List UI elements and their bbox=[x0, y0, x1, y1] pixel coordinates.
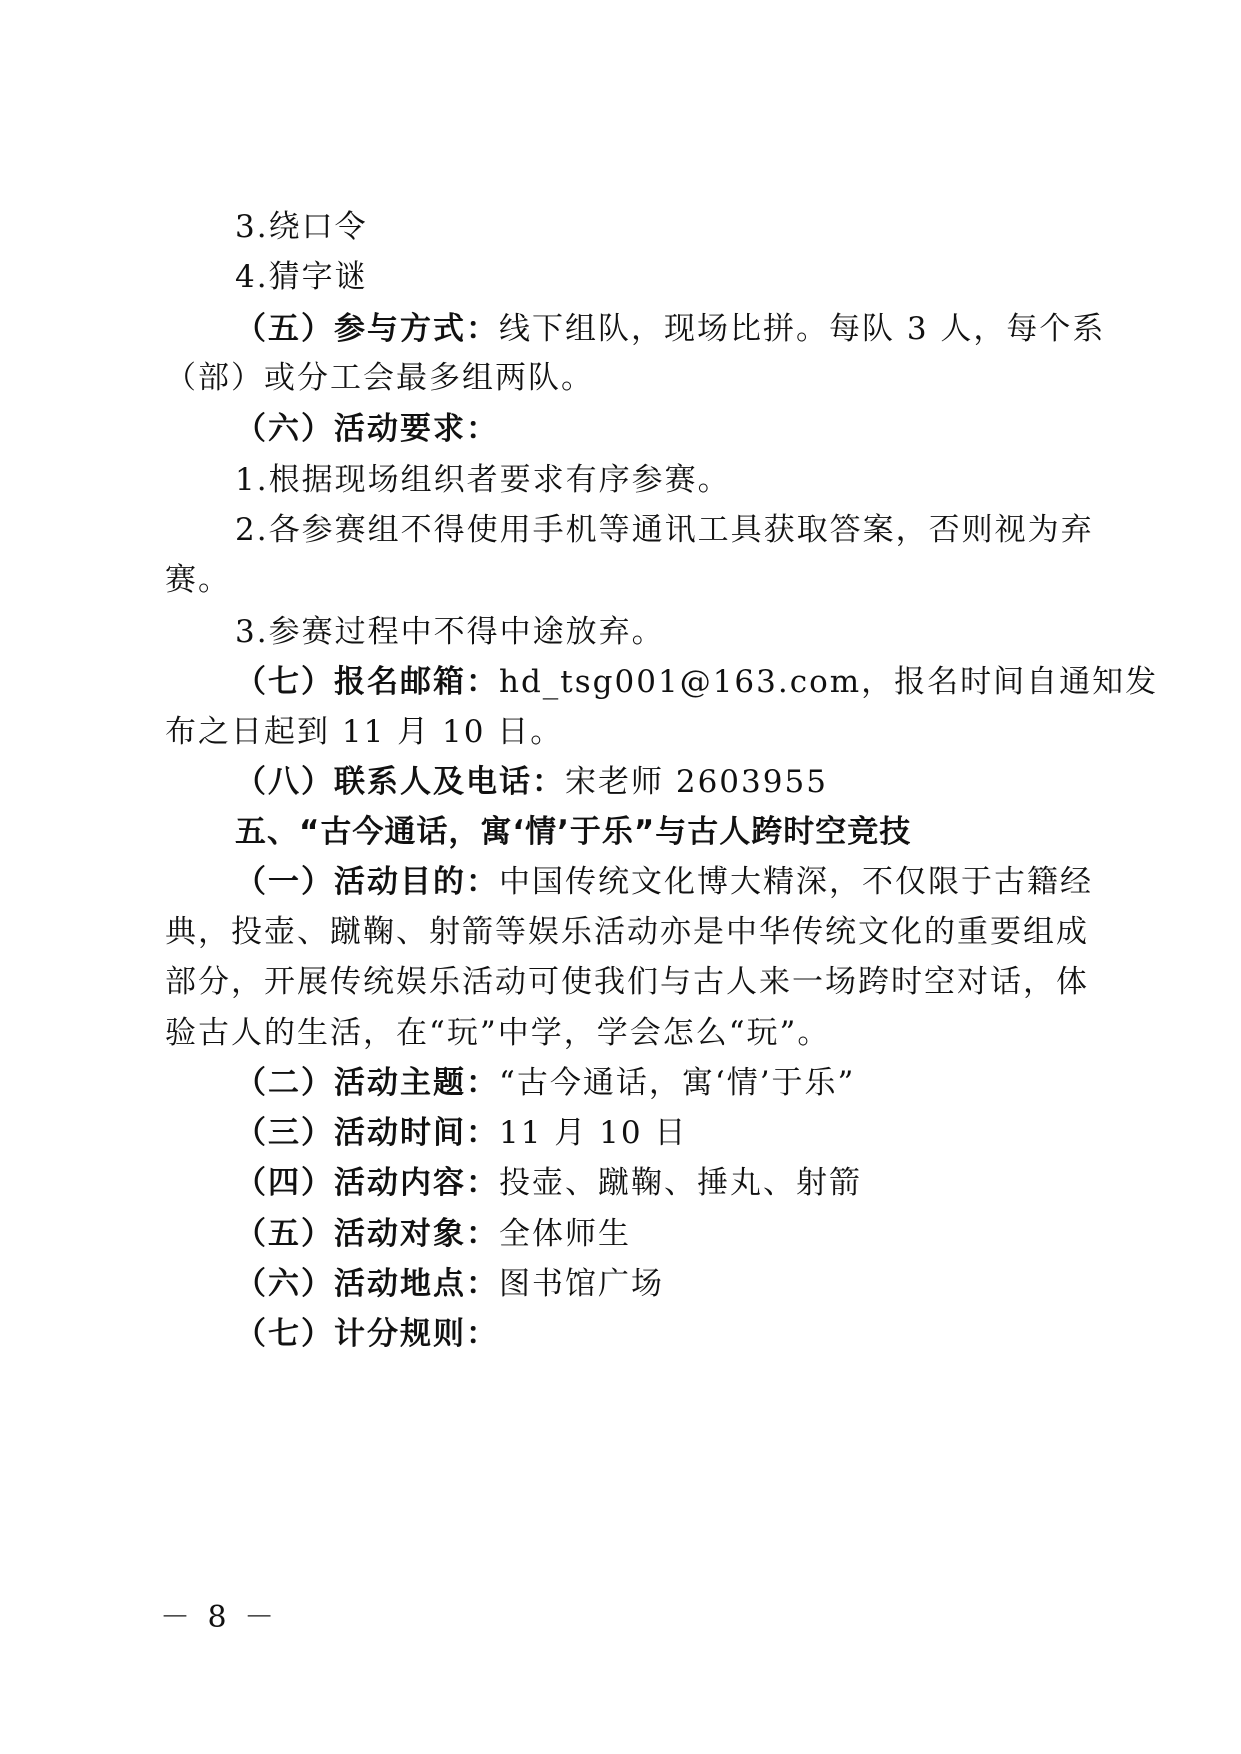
email-text: hd_tsg001@163.com，报名时间自通知发 bbox=[499, 664, 1159, 700]
content-text: 投壶、蹴鞠、捶丸、射箭 bbox=[499, 1165, 862, 1201]
time-text: 11 月 10 日 bbox=[499, 1115, 688, 1151]
scoring-label: （七）计分规则： bbox=[235, 1316, 499, 1352]
requirements-label: （六）活动要求： bbox=[235, 411, 499, 447]
requirement-2-line-1: 2.各参赛组不得使用手机等通讯工具获取答案，否则视为弃 bbox=[235, 512, 1094, 548]
list-item-tongue-twister: 3.绕口令 bbox=[235, 209, 368, 245]
email-line-2: 布之日起到 11 月 10 日。 bbox=[165, 714, 564, 750]
contact-label: （八）联系人及电话： bbox=[235, 764, 565, 800]
purpose-label: （一）活动目的： bbox=[235, 864, 499, 900]
email-label: （七）报名邮箱： bbox=[235, 664, 499, 700]
time-label: （三）活动时间： bbox=[235, 1115, 499, 1151]
content-line bbox=[235, 1163, 862, 1203]
purpose-line-3: 部分，开展传统娱乐活动可使我们与古人来一场跨时空对话，体 bbox=[165, 964, 1089, 1000]
contact-text: 宋老师 2603955 bbox=[565, 764, 828, 800]
purpose-line-1 bbox=[235, 862, 1093, 902]
participation-text: 线下组队，现场比拼。每队 3 人，每个系 bbox=[499, 311, 1106, 347]
purpose-line-4: 验古人的生活，在“玩”中学，学会怎么“玩”。 bbox=[165, 1015, 831, 1051]
theme-text: “古今通话，寓‘情’于乐” bbox=[499, 1065, 856, 1101]
participation-label: （五）参与方式： bbox=[235, 311, 499, 347]
purpose-line-2: 典，投壶、蹴鞠、射箭等娱乐活动亦是中华传统文化的重要组成 bbox=[165, 914, 1089, 950]
requirement-2-line-2: 赛。 bbox=[165, 562, 231, 598]
target-line bbox=[235, 1214, 631, 1254]
content-label: （四）活动内容： bbox=[235, 1165, 499, 1201]
location-text: 图书馆广场 bbox=[499, 1266, 664, 1302]
location-label: （六）活动地点： bbox=[235, 1266, 499, 1302]
location-line bbox=[235, 1264, 664, 1304]
requirement-3: 3.参赛过程中不得中途放弃。 bbox=[235, 614, 665, 650]
target-label: （五）活动对象： bbox=[235, 1216, 499, 1252]
purpose-text: 中国传统文化博大精深，不仅限于古籍经 bbox=[499, 864, 1093, 900]
participation-line-1 bbox=[235, 309, 1105, 349]
time-line bbox=[235, 1113, 687, 1153]
participation-line-2: （部）或分工会最多组两队。 bbox=[165, 360, 594, 396]
section-5-heading: 五、“古今通话，寓‘情’于乐”与古人跨时空竞技 bbox=[235, 814, 912, 850]
email-line-1 bbox=[235, 662, 1158, 702]
target-text: 全体师生 bbox=[499, 1216, 631, 1252]
list-item-riddle: 4.猜字谜 bbox=[235, 259, 368, 295]
contact-line bbox=[235, 762, 828, 802]
theme-line bbox=[235, 1063, 855, 1103]
theme-label: （二）活动主题： bbox=[235, 1065, 499, 1101]
requirement-1: 1.根据现场组织者要求有序参赛。 bbox=[235, 462, 731, 498]
page-number: － 8 － bbox=[160, 1600, 279, 1635]
